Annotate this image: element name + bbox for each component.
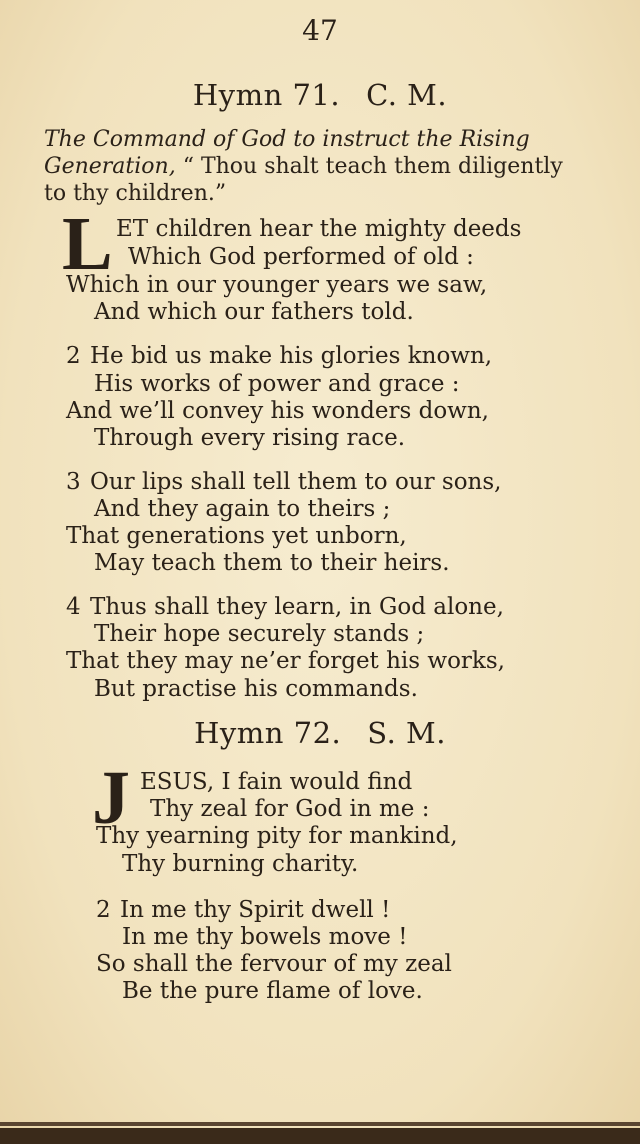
- hymn-71-s3-line-1: 3 Our lips shall tell them to our sons,: [66, 469, 502, 495]
- hymn-71-s2-line-3: And we’ll convey his wonders down,: [66, 398, 489, 424]
- stanza-number: 2: [96, 897, 111, 923]
- hymn-71-s2-line-4: Through every rising race.: [94, 425, 406, 451]
- hymn-71-meter: C. M.: [366, 78, 448, 112]
- hymn-71-subtitle-quote: “ Thou shalt teach them diligently to thy children.”: [44, 154, 563, 206]
- hymn-72-s2-line-4: Be the pure flame of love.: [122, 978, 423, 1004]
- hymn-72-s2-line-1: 2 In me thy Spirit dwell !: [96, 897, 391, 923]
- hymn-71-number: Hymn 71.: [192, 78, 341, 112]
- hymn-72-s1-line-4: Thy burning charity.: [122, 851, 359, 877]
- hymn-71-s3-line-4: May teach them to their heirs.: [94, 550, 450, 576]
- hymn-71-s2-line-2: His works of power and grace :: [94, 371, 460, 397]
- stanza-number: 4: [66, 594, 81, 620]
- page-bottom-edge: [0, 1128, 640, 1144]
- hymn-71-s4-line-3: That they may ne’er forget his works,: [66, 648, 505, 674]
- hymn-72-dropcap: J: [92, 756, 130, 840]
- hymn-72-meter: S. M.: [367, 716, 446, 750]
- stanza-number: 2: [66, 343, 81, 369]
- hymn-71-s1-line-1: ET children hear the mighty deeds: [116, 216, 522, 242]
- hymn-71-s1-line-4: And which our fathers told.: [94, 299, 414, 325]
- hymn-71-s4-line-1: 4 Thus shall they learn, in God alone,: [66, 594, 504, 620]
- hymn-71-subtitle-italic: The Command of God to instruct the Rising Generation,: [44, 127, 530, 179]
- hymn-72-s1-line-1: ESUS, I fain would find: [140, 769, 413, 795]
- hymn-71-title: [0, 78, 640, 112]
- stanza-number: 3: [66, 469, 81, 495]
- hymn-72-s2-line-3: So shall the fervour of my zeal: [96, 951, 452, 977]
- hymn-72-s1-line-3: Thy yearning pity for mankind,: [96, 823, 458, 849]
- hymn-71-dropcap: L: [62, 202, 113, 286]
- hymn-72-s2-line-2: In me thy bowels move !: [122, 924, 408, 950]
- hymn-72-title: [0, 716, 640, 750]
- hymn-71-s3-line-3: That generations yet unborn,: [66, 523, 407, 549]
- page-number: 47: [302, 14, 338, 47]
- hymn-71-s3-line-2: And they again to theirs ;: [94, 496, 391, 522]
- hymn-71-s4-line-2: Their hope securely stands ;: [94, 621, 425, 647]
- hymn-71-s4-line-4: But practise his commands.: [94, 676, 418, 702]
- hymn-71-s1-line-2: Which God performed of old :: [128, 244, 474, 270]
- hymn-72-s1-line-2: Thy zeal for God in me :: [150, 796, 430, 822]
- hymn-72-number: Hymn 72.: [194, 716, 342, 750]
- hymn-71-s1-line-3: Which in our younger years we saw,: [66, 272, 488, 298]
- hymn-71-s2-line-1: 2 He bid us make his glories known,: [66, 343, 493, 369]
- hymn-71-subtitle: [44, 126, 564, 207]
